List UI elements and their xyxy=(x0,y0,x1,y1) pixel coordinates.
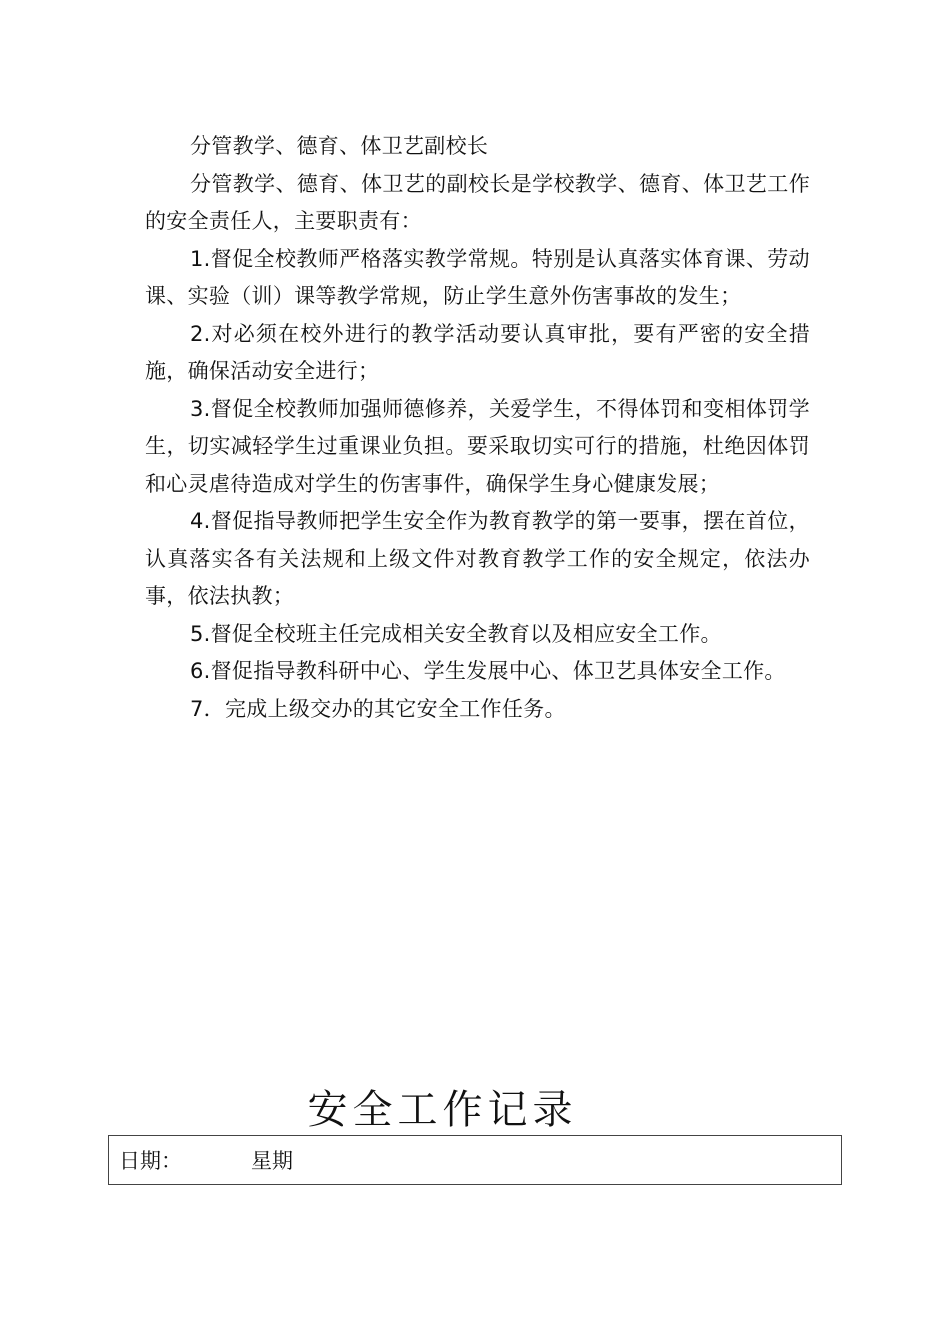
duty-item-6: 6.督促指导教科研中心、学生发展中心、体卫艺具体安全工作。 xyxy=(190,659,786,683)
record-table xyxy=(108,1135,842,1185)
duty-item-5: 5.督促全校班主任完成相关安全教育以及相应安全工作。 xyxy=(190,621,722,646)
duty-item-2: 2.对必须在校外进行的教学活动要认真审批，要有严密的安全措施，确保活动安全进行； xyxy=(145,321,810,383)
date-label: 日期： xyxy=(119,1149,182,1173)
intro-paragraph: 分管教学、德育、体卫艺的副校长是学校教学、德育、体卫艺工作的安全责任人，主要职责有： xyxy=(145,171,810,233)
duty-item-3: 3.督促全校教师加强师德修养，关爱学生，不得体罚和变相体罚学生，切实减轻学生过重课业负担。要采取切实可行的措施，杜绝因体罚和心灵虐待造成对学生的伤害事件，确保学生身心健康发展； xyxy=(145,396,810,496)
body-text xyxy=(145,128,810,728)
record-title: 安全工作记录 xyxy=(307,1087,578,1133)
section-heading: 分管教学、德育、体卫艺副校长 xyxy=(190,134,489,158)
weekday-label: 星期 xyxy=(251,1149,293,1173)
duty-item-4: 4.督促指导教师把学生安全作为教育教学的第一要事，摆在首位，认真落实各有关法规和上级文件对教育教学工作的安全规定，依法办事，依法执教； xyxy=(145,509,810,608)
duty-item-1: 1.督促全校教师严格落实教学常规。特别是认真落实体育课、劳动课、实验（训）课等教学常规，防止学生意外伤害事故的发生； xyxy=(145,246,810,308)
duty-item-7: 7．完成上级交办的其它安全工作任务。 xyxy=(190,696,566,721)
